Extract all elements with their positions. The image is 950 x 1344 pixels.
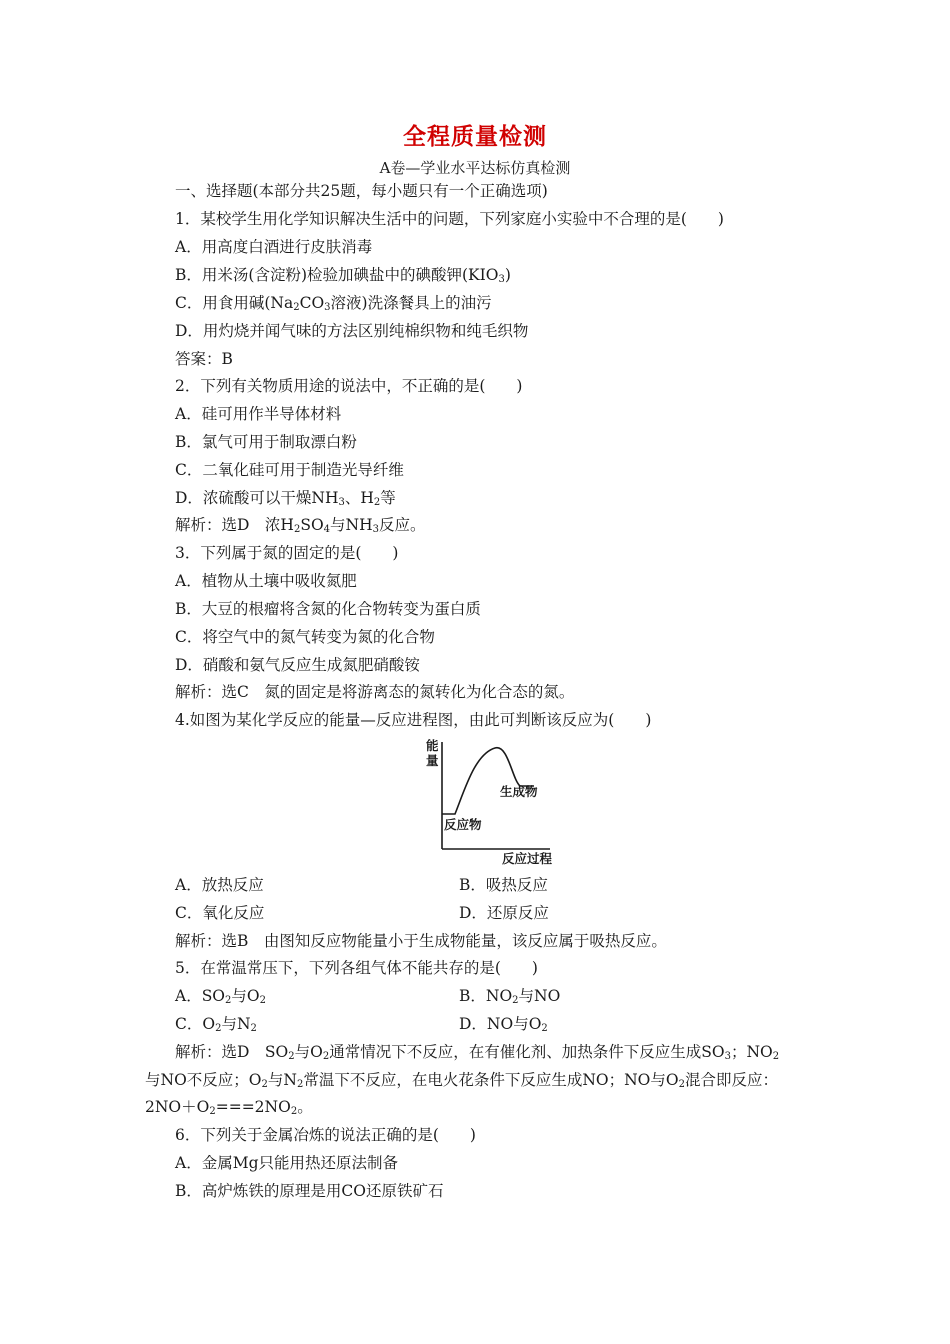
question-2-stem: 2．下列有关物质用途的说法中，不正确的是( ) xyxy=(175,377,523,395)
question-5-explanation-line-2: 与NO不反应；$O_2$与$N_2$常温下不反应，在电火花条件下反应生成NO；NO与$O_2$混合即反应： xyxy=(145,1071,778,1090)
question-3-option-d: D．硝酸和氨气反应生成氮肥硝酸铵 xyxy=(175,656,420,674)
x-axis-label: 反应过程 xyxy=(502,851,553,866)
page-subtitle: A卷—学业水平达标仿真检测 xyxy=(379,159,571,177)
question-5-option-a: A．$SO_2$与$O_2$ xyxy=(175,987,266,1006)
question-1-option-c: C．用食用碱($Na_2CO_3$溶液)洗涤餐具上的油污 xyxy=(175,294,492,313)
energy-curve xyxy=(442,748,534,814)
question-2-option-b: B．氯气可用于制取漂白粉 xyxy=(175,433,357,451)
question-3-explanation: 解析：选C 氮的固定是将游离态的氮转化为化合态的氮。 xyxy=(175,683,575,701)
question-5-stem: 5．在常温常压下，下列各组气体不能共存的是( ) xyxy=(175,959,538,977)
reactant-label: 反应物 xyxy=(444,817,482,832)
question-3-option-b: B．大豆的根瘤将含氮的化合物转变为蛋白质 xyxy=(175,600,481,618)
question-5-option-d: D．NO与$O_2$ xyxy=(459,1015,548,1034)
y-label-char-1: 能 xyxy=(426,738,439,753)
question-2-explanation: 解析：选D 浓$H_2SO_4$与$NH_3$反应。 xyxy=(175,516,426,535)
question-1-stem: 1．某校学生用化学知识解决生活中的问题，下列家庭小实验中不合理的是( ) xyxy=(175,210,724,228)
section-heading: 一、选择题(本部分共25题，每小题只有一个正确选项) xyxy=(175,182,548,200)
y-label-char-2: 量 xyxy=(426,753,439,768)
question-6-option-b: B．高炉炼铁的原理是用CO还原铁矿石 xyxy=(175,1182,444,1200)
question-4-option-a: A．放热反应 xyxy=(175,876,264,894)
question-4-explanation: 解析：选B 由图知反应物能量小于生成物能量，该反应属于吸热反应。 xyxy=(175,932,667,950)
question-2-option-a: A．硅可用作半导体材料 xyxy=(175,405,342,423)
question-5-explanation-line-1: 解析：选D $SO_2$与$O_2$通常情况下不反应，在有催化剂、加热条件下反应生成$SO_3$；$NO_2$ xyxy=(175,1043,780,1062)
question-5-explanation-line-3: $2NO+O_2===2NO_2$。 xyxy=(145,1098,313,1117)
question-4-option-d: D．还原反应 xyxy=(459,904,549,922)
question-4-option-b: B．吸热反应 xyxy=(459,876,548,894)
question-1-answer: 答案：B xyxy=(175,350,233,368)
page-title: 全程质量检测 xyxy=(403,124,547,150)
question-1-option-b: B．用米汤(含淀粉)检验加碘盐中的碘酸钾$(KIO_3)$ xyxy=(175,266,511,285)
question-6-option-a: A．金属Mg只能用热还原法制备 xyxy=(175,1154,398,1172)
question-6-stem: 6．下列关于金属冶炼的说法正确的是( ) xyxy=(175,1126,476,1144)
question-4-stem: 4.如图为某化学反应的能量—反应进程图，由此可判断该反应为( ) xyxy=(175,711,652,729)
question-5-option-c: C．$O_2$与$N_2$ xyxy=(175,1015,257,1034)
product-label: 生成物 xyxy=(500,784,538,799)
question-4-option-c: C．氧化反应 xyxy=(175,904,265,922)
energy-diagram xyxy=(420,734,560,869)
question-2-option-c: C．二氧化硅可用于制造光导纤维 xyxy=(175,461,404,479)
question-1-option-d: D．用灼烧并闻气味的方法区别纯棉织物和纯毛织物 xyxy=(175,322,529,340)
question-5-option-b: B．$NO_2$与NO xyxy=(459,987,561,1006)
question-2-option-d: D．浓硫酸可以干燥$NH_3$、$H_2$等 xyxy=(175,489,396,508)
question-3-option-a: A．植物从土壤中吸收氮肥 xyxy=(175,572,357,590)
question-1-option-a: A．用高度白酒进行皮肤消毒 xyxy=(175,238,373,256)
question-3-option-c: C．将空气中的氮气转变为氮的化合物 xyxy=(175,628,435,646)
question-3-stem: 3．下列属于氮的固定的是( ) xyxy=(175,544,399,562)
